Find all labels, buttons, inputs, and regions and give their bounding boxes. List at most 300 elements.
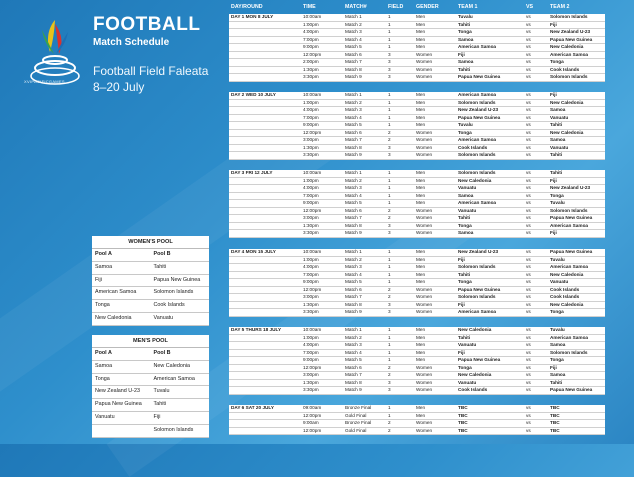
pool-b-team: Cook Islands	[153, 302, 185, 309]
field-cell: 3	[388, 59, 391, 65]
team1-cell: Tuvalu	[458, 122, 473, 128]
match-row	[229, 22, 605, 30]
day-cell-empty	[229, 52, 303, 59]
gender-cell: Women	[416, 420, 433, 426]
day-cell-empty	[229, 208, 303, 215]
team2-cell: TBC	[550, 427, 560, 433]
match-row	[229, 372, 605, 380]
field-cell: 1	[388, 114, 391, 120]
field-cell: 1	[388, 271, 391, 277]
team2-cell: Solomon Islands	[550, 14, 588, 19]
day-label: DAY 4 MON 15 JULY	[231, 249, 276, 254]
team2-cell: Papua New Guinea	[550, 387, 593, 393]
gender-cell: Women	[416, 379, 433, 385]
team1-cell: Solomon Islands	[458, 264, 496, 270]
team2-cell: New Caledonia	[550, 129, 584, 135]
match-cell: Match 7	[345, 215, 362, 221]
column-header-vs-col: VS	[526, 4, 534, 10]
gender-cell: Men	[416, 412, 426, 418]
vs-cell: vs	[526, 379, 531, 385]
team1-cell: Fiji	[458, 51, 465, 57]
day-block	[229, 405, 605, 435]
match-row	[229, 185, 605, 193]
team1-cell: American Samoa	[458, 92, 497, 97]
vs-cell: vs	[526, 309, 531, 315]
vs-cell: vs	[526, 44, 531, 50]
day-label: DAY 3 FRI 12 JULY	[231, 170, 273, 175]
time-cell: 12:00pm	[303, 412, 322, 418]
team1-cell: American Samoa	[458, 309, 497, 315]
gender-cell: Men	[416, 44, 426, 50]
team2-cell: Vanuatu	[550, 279, 569, 285]
vs-cell: vs	[526, 264, 531, 270]
match-cell: Match 4	[345, 36, 362, 42]
time-cell: 1:00pm	[303, 177, 319, 183]
venue-name: Football Field Faleata	[93, 64, 209, 78]
gender-cell: Women	[416, 222, 433, 228]
team1-cell: Vanuatu	[458, 379, 477, 385]
field-cell: 1	[388, 357, 391, 363]
vs-cell: vs	[526, 230, 531, 236]
pool-a-team: Samoa	[95, 263, 113, 270]
vs-cell: vs	[526, 192, 531, 198]
gender-cell: Men	[416, 14, 426, 19]
gender-cell: Men	[416, 170, 426, 175]
day-cell-empty	[229, 29, 303, 36]
match-cell: Match 1	[345, 249, 362, 254]
team1-cell: Cook Islands	[458, 387, 488, 393]
team1-cell: Tahiti	[458, 271, 471, 277]
team1-cell: Vanuatu	[458, 185, 477, 191]
time-cell: 1:00pm	[303, 256, 319, 262]
gender-cell: Men	[416, 107, 426, 113]
pool-b-team: American Samoa	[153, 375, 195, 382]
time-cell: 3:30pm	[303, 74, 319, 80]
time-cell: 7:00pm	[303, 114, 319, 120]
vs-cell: vs	[526, 256, 531, 262]
match-row	[229, 387, 605, 395]
team2-cell: Papua New Guinea	[550, 215, 593, 221]
match-cell: Match 7	[345, 372, 362, 378]
team2-cell: Tonga	[550, 59, 564, 65]
field-cell: 1	[388, 342, 391, 348]
pool-b-team: Vanuatu	[153, 314, 174, 321]
gender-cell: Men	[416, 249, 426, 254]
vs-cell: vs	[526, 342, 531, 348]
team1-cell: New Caledonia	[458, 327, 492, 332]
gender-cell: Women	[416, 372, 433, 378]
day-cell-empty	[229, 264, 303, 271]
time-cell: 9:00am	[303, 420, 319, 426]
day-block	[229, 14, 605, 82]
match-cell: Match 8	[345, 301, 362, 307]
team1-cell: Tahiti	[458, 21, 471, 27]
vs-cell: vs	[526, 279, 531, 285]
time-cell: 10:00am	[303, 327, 322, 332]
match-row	[229, 52, 605, 60]
time-cell: 1:30pm	[303, 379, 319, 385]
day-cell-empty	[229, 130, 303, 137]
gender-cell: Men	[416, 21, 426, 27]
match-cell: Match 5	[345, 44, 362, 50]
team2-cell: Samoa	[550, 342, 566, 348]
match-cell: Match 9	[345, 230, 362, 236]
pool-row	[92, 275, 209, 288]
vs-cell: vs	[526, 222, 531, 228]
day-cell-empty	[229, 279, 303, 286]
gender-cell: Men	[416, 122, 426, 128]
match-cell: Match 9	[345, 152, 362, 158]
vs-cell: vs	[526, 92, 531, 97]
match-cell: Match 4	[345, 271, 362, 277]
field-cell: 1	[388, 256, 391, 262]
match-row	[229, 200, 605, 208]
pool-row	[92, 262, 209, 275]
team2-cell: American Samoa	[550, 334, 589, 340]
gender-cell: Men	[416, 92, 426, 97]
field-cell: 2	[388, 215, 391, 221]
vs-cell: vs	[526, 387, 531, 393]
match-row	[229, 137, 605, 145]
pool-b-team: Tuvalu	[153, 388, 170, 395]
match-row	[229, 420, 605, 428]
time-cell: 12:00pm	[303, 364, 322, 370]
gender-cell: Women	[416, 294, 433, 300]
vs-cell: vs	[526, 412, 531, 418]
vs-cell: vs	[526, 249, 531, 254]
vs-cell: vs	[526, 327, 531, 332]
column-header-match-col: MATCH#	[345, 4, 367, 10]
gender-cell: Men	[416, 334, 426, 340]
field-cell: 1	[388, 36, 391, 42]
match-row	[229, 208, 605, 216]
match-row	[229, 405, 605, 413]
field-cell: 1	[388, 107, 391, 113]
team1-cell: Fiji	[458, 256, 465, 262]
time-cell: 10:00am	[303, 170, 322, 175]
team1-cell: Fiji	[458, 349, 465, 355]
gender-cell: Women	[416, 66, 433, 72]
vs-cell: vs	[526, 177, 531, 183]
team2-cell: Cook Islands	[550, 66, 580, 72]
team2-cell: Tonga	[550, 309, 564, 315]
vs-cell: vs	[526, 357, 531, 363]
day-cell-empty	[229, 100, 303, 107]
vs-cell: vs	[526, 294, 531, 300]
team1-cell: Tonga	[458, 29, 472, 35]
time-cell: 7:00pm	[303, 36, 319, 42]
pool-a-team: Fiji	[95, 276, 102, 283]
team2-cell: Vanuatu	[550, 114, 569, 120]
team2-cell: Tuvalu	[550, 256, 565, 262]
match-row	[229, 257, 605, 265]
time-cell: 12:00pm	[303, 51, 322, 57]
gender-cell: Men	[416, 192, 426, 198]
team1-cell: Tuvalu	[458, 14, 473, 19]
team2-cell: Samoa	[550, 137, 566, 143]
team1-cell: New Zealand U-23	[458, 107, 499, 113]
day-block	[229, 327, 605, 395]
time-cell: 2:00pm	[303, 59, 319, 65]
pool-a-team: Samoa	[95, 362, 113, 369]
team1-cell: Samoa	[458, 59, 474, 65]
field-cell: 3	[388, 387, 391, 393]
match-cell: Match 3	[345, 107, 362, 113]
day-cell-empty	[229, 387, 303, 394]
pool-a-team: Vanuatu	[95, 413, 115, 420]
field-cell: 3	[388, 66, 391, 72]
day-cell-empty	[229, 59, 303, 66]
match-cell: Bronze Final	[345, 405, 372, 410]
team2-cell: New Caledonia	[550, 301, 584, 307]
match-row	[229, 37, 605, 45]
time-cell: 1:30pm	[303, 144, 319, 150]
gender-cell: Women	[416, 427, 433, 433]
pool-a-team: New Caledonia	[95, 314, 132, 321]
match-cell: Gold Final	[345, 427, 367, 433]
match-row	[229, 272, 605, 280]
team1-cell: TBC	[458, 405, 468, 410]
day-cell-empty	[229, 372, 303, 379]
time-cell: 4:00pm	[303, 342, 319, 348]
gender-cell: Men	[416, 256, 426, 262]
day-cell-empty	[229, 294, 303, 301]
field-cell: 2	[388, 427, 391, 433]
team1-cell: Fiji	[458, 301, 465, 307]
match-cell: Match 4	[345, 192, 362, 198]
match-row	[229, 230, 605, 238]
vs-cell: vs	[526, 170, 531, 175]
column-header-time-col: TIME	[303, 4, 316, 10]
field-cell: 3	[388, 222, 391, 228]
team2-cell: TBC	[550, 420, 560, 426]
vs-cell: vs	[526, 114, 531, 120]
vs-cell: vs	[526, 200, 531, 206]
time-cell: 3:00pm	[303, 372, 319, 378]
match-cell: Match 3	[345, 342, 362, 348]
pool-a-team: Papua New Guinea	[95, 401, 142, 408]
match-row	[229, 74, 605, 82]
vs-cell: vs	[526, 427, 531, 433]
gender-cell: Men	[416, 279, 426, 285]
match-cell: Match 3	[345, 29, 362, 35]
match-row	[229, 249, 605, 257]
pool-row	[92, 287, 209, 300]
pool-b-team: Papua New Guinea	[153, 276, 201, 283]
team2-cell: TBC	[550, 412, 560, 418]
pool-row	[92, 313, 209, 326]
field-cell: 1	[388, 249, 391, 254]
vs-cell: vs	[526, 144, 531, 150]
team1-cell: TBC	[458, 412, 468, 418]
column-header-field-col: FIELD	[388, 4, 404, 10]
match-row	[229, 67, 605, 75]
team2-cell: Tahiti	[550, 170, 563, 175]
column-header-team2-col: TEAM 2	[550, 4, 570, 10]
team2-cell: Tahiti	[550, 379, 563, 385]
field-cell: 1	[388, 349, 391, 355]
match-cell: Match 1	[345, 92, 362, 97]
field-cell: 1	[388, 21, 391, 27]
day-block	[229, 249, 605, 317]
match-row	[229, 115, 605, 123]
team2-cell: Tahiti	[550, 122, 563, 128]
match-row	[229, 294, 605, 302]
day-cell-empty	[229, 67, 303, 74]
time-cell: 1:00pm	[303, 99, 319, 105]
match-row	[229, 145, 605, 153]
field-cell: 1	[388, 200, 391, 206]
field-cell: 1	[388, 192, 391, 198]
pool-b-team: Fiji	[153, 413, 161, 420]
team2-cell: Solomon Islands	[550, 207, 588, 213]
match-row	[229, 327, 605, 335]
field-cell: 3	[388, 230, 391, 236]
match-cell: Bronze Final	[345, 420, 372, 426]
day-cell-empty	[229, 420, 303, 427]
team1-cell: New Caledonia	[458, 177, 492, 183]
column-header-team1-col: TEAM 1	[458, 4, 478, 10]
match-row	[229, 59, 605, 67]
match-row	[229, 309, 605, 317]
field-cell: 3	[388, 51, 391, 57]
vs-cell: vs	[526, 129, 531, 135]
match-cell: Match 1	[345, 170, 362, 175]
vs-cell: vs	[526, 372, 531, 378]
venue-info	[93, 63, 208, 95]
time-cell: 09:00am	[303, 405, 322, 410]
match-row	[229, 380, 605, 388]
team1-cell: American Samoa	[458, 44, 497, 50]
team2-cell: American Samoa	[550, 51, 589, 57]
day-cell-empty	[229, 137, 303, 144]
pool-row	[92, 361, 209, 374]
vs-cell: vs	[526, 21, 531, 27]
vs-cell: vs	[526, 59, 531, 65]
pool-a-team: Tonga	[95, 375, 110, 382]
column-header-gender-col: GENDER	[416, 4, 439, 10]
match-row	[229, 342, 605, 350]
match-row	[229, 215, 605, 223]
gender-cell: Women	[416, 286, 433, 292]
day-cell-empty	[229, 428, 303, 435]
time-cell: 4:00pm	[303, 185, 319, 191]
match-cell: Gold Final	[345, 412, 367, 418]
gender-cell: Men	[416, 357, 426, 363]
team1-cell: Tonga	[458, 279, 472, 285]
field-cell: 1	[388, 170, 391, 175]
pool-row	[92, 300, 209, 313]
team2-cell: Cook Islands	[550, 286, 580, 292]
team1-cell: Vanuatu	[458, 342, 477, 348]
match-cell: Match 8	[345, 144, 362, 150]
match-cell: Match 2	[345, 256, 362, 262]
gender-cell: Men	[416, 349, 426, 355]
vs-cell: vs	[526, 107, 531, 113]
day-cell-empty	[229, 200, 303, 207]
team1-cell: Papua New Guinea	[458, 286, 501, 292]
time-cell: 9:00pm	[303, 357, 319, 363]
team2-cell: Solomon Islands	[550, 74, 588, 80]
field-cell: 1	[388, 279, 391, 285]
vs-cell: vs	[526, 301, 531, 307]
vs-cell: vs	[526, 66, 531, 72]
day-cell-empty	[229, 178, 303, 185]
match-cell: Match 6	[345, 129, 362, 135]
logo-caption: XVIPACIFICGAMES	[24, 79, 65, 84]
time-cell: 10:00am	[303, 92, 322, 97]
team1-cell: American Samoa	[458, 200, 497, 206]
team1-cell: TBC	[458, 427, 468, 433]
vs-cell: vs	[526, 137, 531, 143]
team2-cell: Fiji	[550, 177, 557, 183]
team2-cell: New Zealand U-23	[550, 29, 591, 35]
day-label: DAY 2 WED 10 JULY	[231, 92, 276, 97]
day-cell-empty	[229, 335, 303, 342]
match-cell: Match 6	[345, 207, 362, 213]
vs-cell: vs	[526, 185, 531, 191]
vs-cell: vs	[526, 14, 531, 19]
match-row	[229, 29, 605, 37]
team2-cell: American Samoa	[550, 222, 589, 228]
match-cell: Match 3	[345, 185, 362, 191]
gender-cell: Women	[416, 74, 433, 80]
field-cell: 1	[388, 92, 391, 97]
day-cell-empty	[229, 365, 303, 372]
gender-cell: Women	[416, 364, 433, 370]
page-subtitle: Match Schedule	[93, 37, 170, 48]
time-cell: 7:00pm	[303, 271, 319, 277]
match-cell: Match 9	[345, 387, 362, 393]
vs-cell: vs	[526, 29, 531, 35]
day-cell-empty	[229, 350, 303, 357]
match-cell: Match 7	[345, 59, 362, 65]
time-cell: 9:00pm	[303, 122, 319, 128]
team1-cell: Tonga	[458, 364, 472, 370]
day-label: DAY 5 THURS 18 JULY	[231, 327, 282, 332]
venue-dates: 8–20 July	[93, 80, 145, 94]
team1-cell: Tahiti	[458, 215, 471, 221]
day-cell-empty	[229, 357, 303, 364]
vs-cell: vs	[526, 207, 531, 213]
pool-b-team: Solomon Islands	[153, 426, 194, 433]
pool-a-team: New Zealand U-23	[95, 388, 140, 395]
mens-pool-title: MEN'S POOL	[92, 335, 209, 348]
match-cell: Match 6	[345, 364, 362, 370]
team1-cell: Papua New Guinea	[458, 114, 501, 120]
day-cell-empty	[229, 309, 303, 316]
match-cell: Match 7	[345, 137, 362, 143]
day-cell-empty	[229, 115, 303, 122]
vs-cell: vs	[526, 122, 531, 128]
team2-cell: Fiji	[550, 92, 557, 97]
match-row	[229, 264, 605, 272]
match-cell: Match 1	[345, 14, 362, 19]
day-cell-empty	[229, 287, 303, 294]
match-cell: Match 9	[345, 74, 362, 80]
gender-cell: Women	[416, 129, 433, 135]
time-cell: 9:00pm	[303, 44, 319, 50]
day-cell-empty	[229, 302, 303, 309]
column-header-day-col: DAY/ROUND	[231, 4, 263, 10]
team2-cell: New Caledonia	[550, 99, 584, 105]
gender-cell: Men	[416, 177, 426, 183]
gender-cell: Men	[416, 271, 426, 277]
match-cell: Match 8	[345, 222, 362, 228]
day-cell-empty	[229, 230, 303, 237]
field-cell: 1	[388, 185, 391, 191]
team1-cell: Solomon Islands	[458, 294, 496, 300]
